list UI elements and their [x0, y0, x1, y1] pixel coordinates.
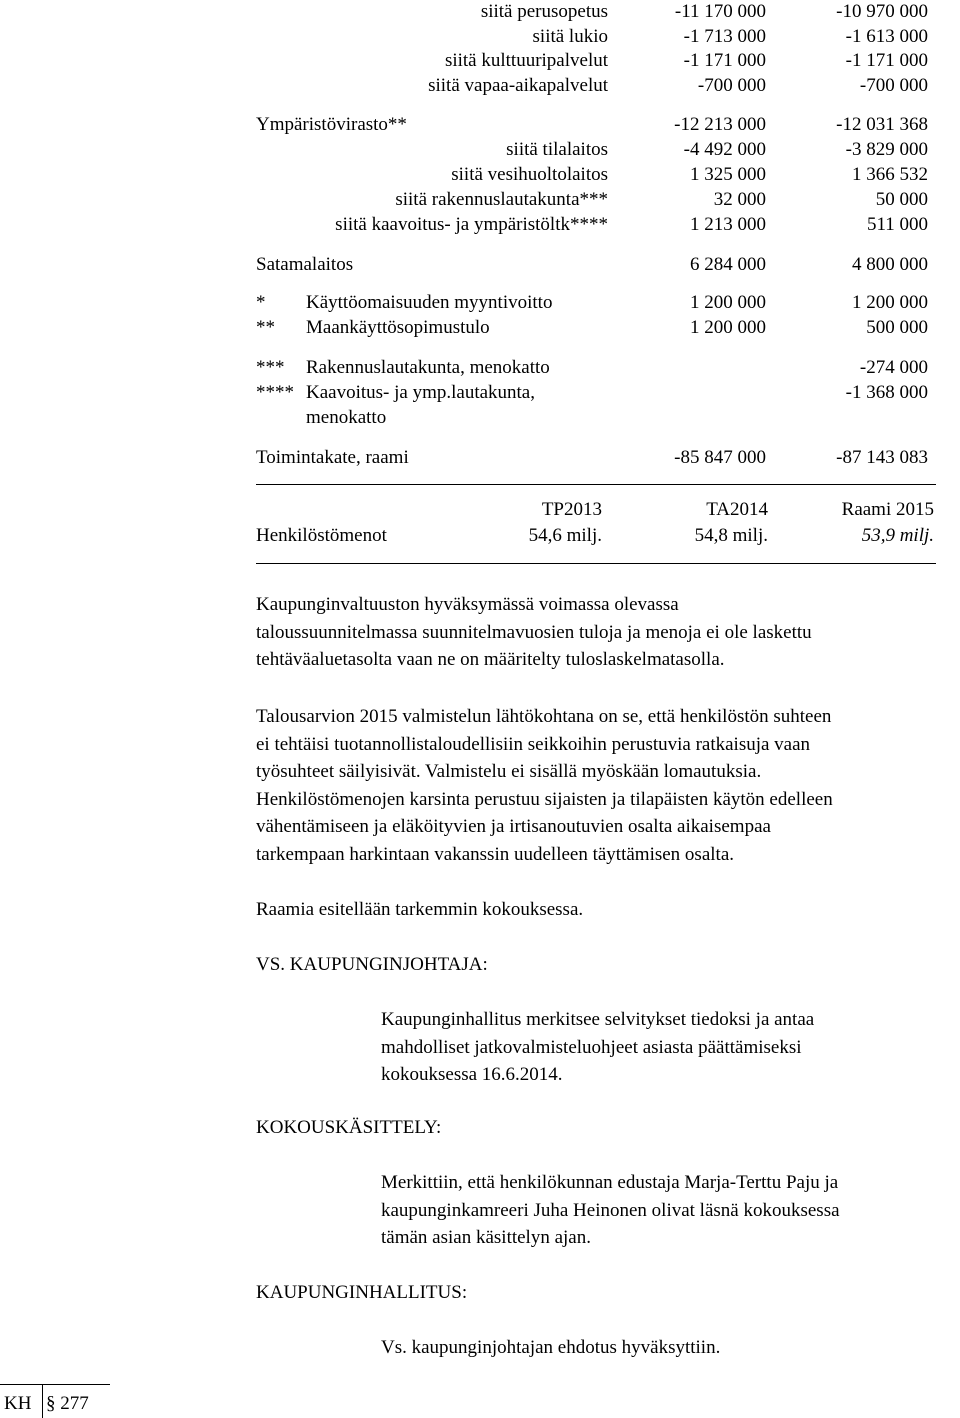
paragraph: [256, 591, 956, 674]
value-cell: 54,6 milj.: [528, 525, 602, 546]
paragraph: [381, 1006, 951, 1089]
value-cell: 1 200 000: [852, 292, 928, 313]
footer-border: [0, 1384, 110, 1385]
value-cell: -700 000: [859, 75, 928, 96]
text-line: tarkempaan harkintaan vakanssin uudelleen täyttämisen osalta.: [256, 843, 734, 865]
value-cell: 54,8 milj.: [694, 525, 768, 546]
footnote-label: Kaavoitus- ja ymp.lautakunta,: [306, 382, 535, 403]
text-line: taloussuunnitelmassa suunnitelmavuosien tuloja ja menoja ei ole laskettu: [256, 621, 812, 643]
text-line: ei tehtäisi tuotannollistaloudellisiin seikkoihin perustuvia ratkaisuja vaan: [256, 733, 811, 755]
value-cell: 32 000: [713, 189, 766, 210]
section-heading: [256, 951, 956, 979]
section-heading: [256, 1279, 956, 1307]
value-cell: -700 000: [697, 75, 766, 96]
row-label: siitä lukio: [532, 26, 608, 47]
value-cell: 511 000: [866, 214, 928, 235]
table-row: [0, 254, 960, 276]
row-label: siitä vesihuoltolaitos: [451, 164, 608, 185]
row-label: siitä perusopetus: [480, 1, 608, 22]
divider: [256, 484, 936, 485]
row-label: siitä tilalaitos: [506, 139, 608, 160]
row-label: siitä vapaa-aikapalvelut: [428, 75, 608, 96]
value-cell: 53,9 milj.: [861, 525, 934, 546]
value-cell: 1 366 532: [852, 164, 928, 185]
text-line: Raamia esitellään tarkemmin kokouksessa.: [256, 899, 584, 920]
table-row: [0, 139, 960, 161]
paragraph: [256, 703, 956, 868]
footnote-mark: *: [256, 292, 266, 313]
row-label: siitä rakennuslautakunta***: [395, 189, 608, 210]
value-cell: -274 000: [859, 357, 928, 378]
footnote-row: [0, 357, 960, 379]
value-cell: 1 200 000: [690, 292, 766, 313]
value-cell: 1 325 000: [690, 164, 766, 185]
value-cell: -12 031 368: [836, 114, 928, 135]
table-row: [0, 214, 960, 236]
section-label: Ympäristövirasto**: [256, 114, 407, 135]
footnote-label: Käyttöomaisuuden myyntivoitto: [306, 292, 553, 313]
text-line: työsuhteet säilyisivät. Valmistelu ei sisällä myöskään lomautuksia.: [256, 761, 762, 782]
text-line: Kaupunginvaltuuston hyväksymässä voimassa olevassa: [256, 594, 679, 615]
total-label: Toimintakate, raami: [256, 447, 409, 468]
value-cell: -12 213 000: [674, 114, 766, 135]
text-line: tehtäväaluetasolta vaan ne on määritelty tuloslaskelmatasolla.: [256, 649, 725, 670]
footnote-row-continuation: [0, 407, 960, 429]
text-line: kokouksessa 16.6.2014.: [381, 1064, 563, 1085]
value-cell: 500 000: [866, 317, 928, 338]
text-line: Kaupunginhallitus merkitsee selvitykset tiedoksi ja antaa: [381, 1009, 815, 1030]
value-cell: 1 213 000: [690, 214, 766, 235]
footnote-mark: ****: [256, 382, 294, 403]
value-cell: 4 800 000: [852, 254, 928, 275]
text-line: mahdolliset jatkovalmisteluohjeet asiasta päättämiseksi: [381, 1036, 802, 1058]
personnel-row: [0, 525, 960, 547]
text-line: Henkilöstömenojen karsinta perustuu sijaisten ja tilapäisten käytön edelleen: [256, 788, 833, 810]
paragraph: [256, 896, 956, 924]
footer-separator: [42, 1384, 43, 1418]
table-row: [0, 26, 960, 48]
column-header: TP2013: [541, 499, 602, 520]
text-line: tämän asian käsittelyn ajan.: [381, 1227, 591, 1248]
value-cell: -85 847 000: [674, 447, 766, 468]
value-cell: -4 492 000: [683, 139, 766, 160]
column-header: Raami 2015: [841, 499, 934, 520]
table-row: [0, 75, 960, 97]
value-cell: -1 368 000: [845, 382, 928, 403]
footnote-label: menokatto: [306, 407, 387, 428]
paragraph: [381, 1169, 951, 1252]
text-line: Talousarvion 2015 valmistelun lähtökohtana on se, että henkilöstön suhteen: [256, 706, 832, 727]
footnote-label: Rakennuslautakunta, menokatto: [306, 357, 550, 378]
value-cell: -1 713 000: [683, 26, 766, 47]
divider: [256, 563, 936, 564]
section-heading: [256, 1114, 956, 1142]
text-line: kaupunginkamreeri Juha Heinonen olivat läsnä kokouksessa: [381, 1199, 840, 1221]
value-cell: 6 284 000: [690, 254, 766, 275]
footer-section-number: § 277: [46, 1393, 89, 1414]
text-line: Vs. kaupunginjohtajan ehdotus hyväksyttiin.: [381, 1337, 721, 1358]
footnote-label: Maankäyttösopimustulo: [306, 317, 490, 338]
table-row: [0, 50, 960, 72]
table-row: [0, 114, 960, 136]
value-cell: -3 829 000: [845, 139, 928, 160]
heading-text: KOKOUSKÄSITTELY:: [256, 1117, 442, 1138]
personnel-header-row: [0, 499, 960, 521]
footnote-row: [0, 292, 960, 314]
text-line: Merkittiin, että henkilökunnan edustaja Marja-Terttu Paju ja: [381, 1172, 839, 1193]
row-label: Henkilöstömenot: [256, 525, 387, 546]
footer-body-label: KH: [4, 1393, 32, 1414]
paragraph: [381, 1334, 951, 1362]
total-row: [0, 447, 960, 469]
footnote-mark: ***: [256, 357, 285, 378]
row-label: siitä kaavoitus- ja ympäristöltk****: [335, 214, 608, 235]
table-row: [0, 1, 960, 23]
table-row: [0, 164, 960, 186]
value-cell: -1 613 000: [845, 26, 928, 47]
footnote-row: [0, 382, 960, 404]
value-cell: -10 970 000: [836, 1, 928, 22]
row-label: siitä kulttuuripalvelut: [444, 50, 608, 71]
value-cell: -11 170 000: [674, 1, 766, 22]
section-label: Satamalaitos: [256, 254, 354, 275]
value-cell: 50 000: [875, 189, 928, 210]
footnote-mark: **: [256, 317, 275, 338]
value-cell: -1 171 000: [683, 50, 766, 71]
heading-text: KAUPUNGINHALLITUS:: [256, 1282, 468, 1303]
value-cell: -87 143 083: [836, 447, 928, 468]
table-row: [0, 189, 960, 211]
value-cell: -1 171 000: [845, 50, 928, 71]
footnote-row: [0, 317, 960, 339]
text-line: vähentämiseen ja eläköityvien ja irtisanoutuvien osalta aikaisempaa: [256, 816, 771, 837]
column-header: TA2014: [706, 499, 768, 520]
value-cell: 1 200 000: [690, 317, 766, 338]
heading-text: VS. KAUPUNGINJOHTAJA:: [256, 954, 488, 975]
